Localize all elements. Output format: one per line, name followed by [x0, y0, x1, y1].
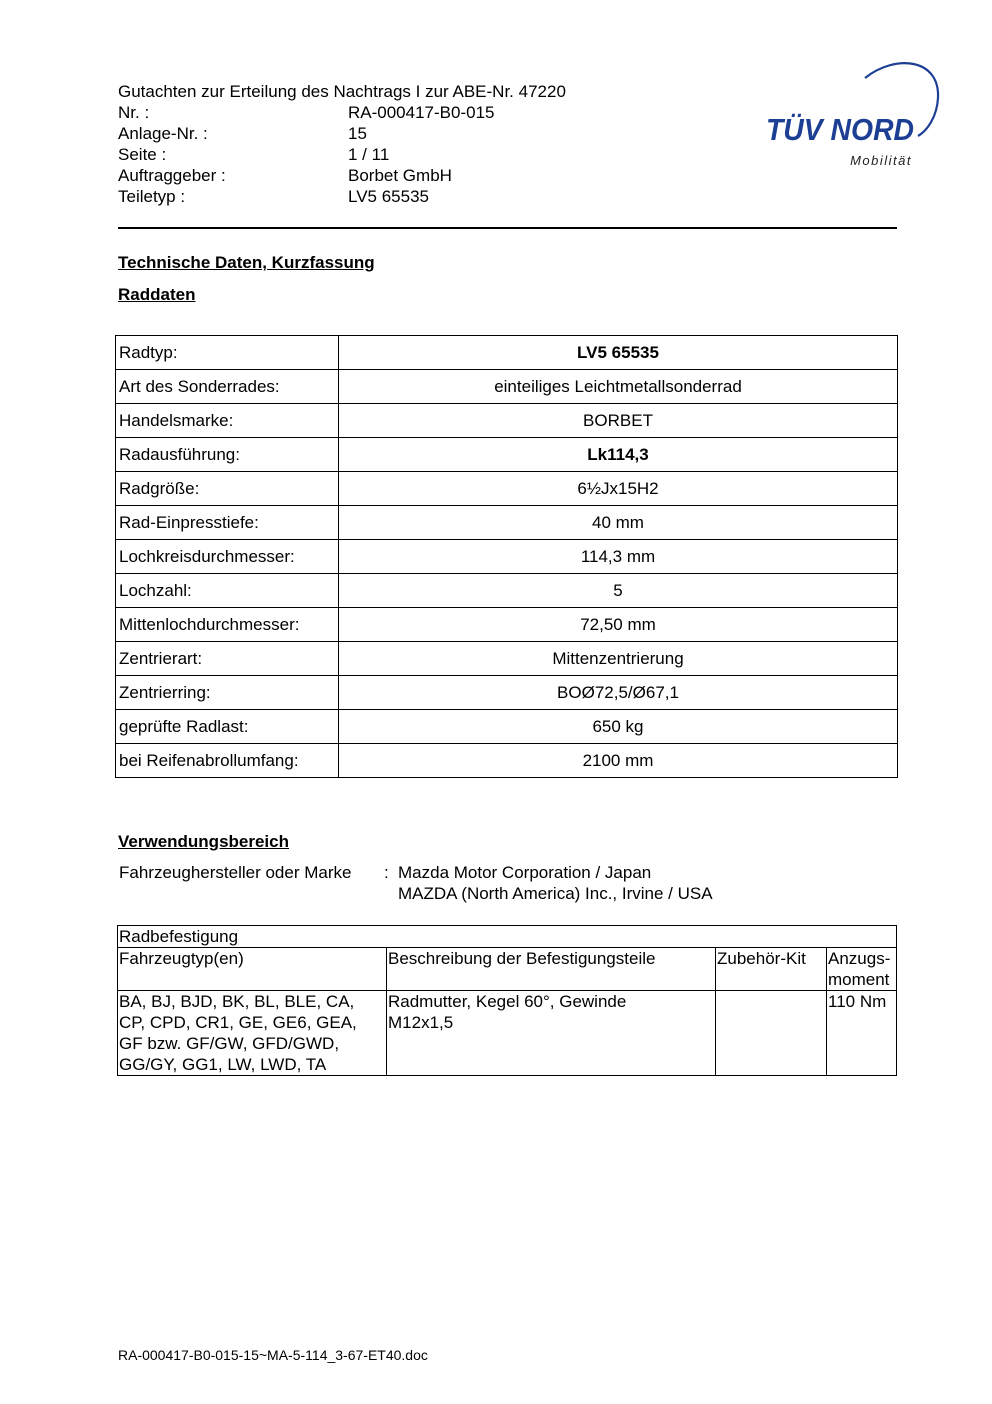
tuv-nord-logo: [760, 58, 940, 173]
raddaten-value: Mittenzentrierung: [339, 642, 898, 676]
cell-beschreibung: [387, 991, 716, 1076]
cell-anzugsmoment: 110 Nm: [827, 991, 897, 1076]
table-title-cell: Radbefestigung: [118, 926, 897, 948]
manufacturer-colon: :: [384, 863, 389, 882]
raddaten-value: LV5 65535: [339, 336, 898, 370]
table-row: [116, 642, 898, 676]
raddaten-value: BORBET: [339, 404, 898, 438]
header-label: Seite :: [118, 145, 167, 164]
table-title-row: [118, 926, 897, 948]
raddaten-value: einteiliges Leichtmetallsonderrad: [339, 370, 898, 404]
raddaten-value: 114,3 mm: [339, 540, 898, 574]
manufacturer-value: Mazda Motor Corporation / Japan: [398, 863, 652, 882]
header-value: 15: [348, 124, 367, 143]
header-label: Anlage-Nr. :: [118, 124, 208, 143]
raddaten-label: Lochzahl:: [116, 574, 339, 608]
table-row: [116, 676, 898, 710]
section-heading-technische-daten: Technische Daten, Kurzfassung: [118, 253, 375, 272]
header-zubehoer-kit: Zubehör-Kit: [716, 948, 827, 991]
raddaten-value: 40 mm: [339, 506, 898, 540]
manufacturer-label: Fahrzeughersteller oder Marke: [119, 863, 352, 882]
raddaten-label: Lochkreisdurchmesser:: [116, 540, 339, 574]
raddaten-label: Radgröße:: [116, 472, 339, 506]
manufacturer-value: MAZDA (North America) Inc., Irvine / USA: [398, 884, 713, 903]
table-row: [116, 744, 898, 778]
raddaten-value: 650 kg: [339, 710, 898, 744]
cell-zubehoer-kit: [716, 991, 827, 1076]
radbefestigung-table: [117, 925, 897, 1076]
table-row: [116, 506, 898, 540]
table-header-row: [118, 948, 897, 991]
description-line: Radmutter, Kegel 60°, Gewinde: [388, 992, 627, 1011]
raddaten-label: Handelsmarke:: [116, 404, 339, 438]
header-row-auftraggeber: [118, 165, 452, 186]
vehicle-types-line: BA, BJ, BJD, BK, BL, BLE, CA,: [119, 992, 355, 1011]
document-title: Gutachten zur Erteilung des Nachtrags I zur ABE-Nr. 47220: [118, 82, 566, 101]
header-value: RA-000417-B0-015: [348, 103, 495, 122]
raddaten-value: BOØ72,5/Ø67,1: [339, 676, 898, 710]
table-row: [116, 438, 898, 472]
table-row: [116, 336, 898, 370]
table-row: [118, 991, 897, 1076]
description-line: M12x1,5: [388, 1013, 454, 1032]
header-anzugsmoment-line: Anzugs-: [828, 949, 891, 968]
raddaten-label: Art des Sonderrades:: [116, 370, 339, 404]
section-heading-raddaten: Raddaten: [118, 285, 196, 304]
header-divider: [118, 227, 897, 229]
header-row-seite: [118, 144, 389, 165]
raddaten-table: [115, 335, 898, 778]
manufacturer-row: [119, 862, 713, 904]
table-row: [116, 370, 898, 404]
raddaten-value: 5: [339, 574, 898, 608]
raddaten-label: Radtyp:: [116, 336, 339, 370]
header-value: LV5 65535: [348, 187, 429, 206]
header-row-nr: [118, 102, 494, 123]
table-row: [116, 574, 898, 608]
header-label: Teiletyp :: [118, 187, 186, 206]
header-value: Borbet GmbH: [348, 166, 452, 185]
vehicle-types-line: GG/GY, GG1, LW, LWD, TA: [119, 1055, 327, 1074]
raddaten-label: Radausführung:: [116, 438, 339, 472]
table-row: [116, 472, 898, 506]
table-row: [116, 710, 898, 744]
raddaten-value: 72,50 mm: [339, 608, 898, 642]
header-row-teiletyp: [118, 186, 429, 207]
vehicle-types-line: GF bzw. GF/GW, GFD/GWD,: [119, 1034, 340, 1053]
table-row: [116, 404, 898, 438]
raddaten-label: Zentrierart:: [116, 642, 339, 676]
raddaten-label: Zentrierring:: [116, 676, 339, 710]
table-row: [116, 540, 898, 574]
header-label: Nr. :: [118, 103, 150, 122]
manufacturer-values: [398, 862, 713, 904]
table-row: [116, 608, 898, 642]
raddaten-value: Lk114,3: [339, 438, 898, 472]
logo-sub: Mobilität: [850, 153, 912, 168]
header-value: 1 / 11: [348, 145, 390, 164]
logo-brand: TÜV NORD: [766, 112, 914, 147]
raddaten-label: Rad-Einpresstiefe:: [116, 506, 339, 540]
header-fahrzeugtyp: Fahrzeugtyp(en): [118, 948, 387, 991]
header-beschreibung: Beschreibung der Befestigungsteile: [387, 948, 716, 991]
header-anzugsmoment-line: moment: [828, 970, 890, 989]
section-heading-verwendungsbereich: Verwendungsbereich: [118, 832, 289, 851]
raddaten-label: Mittenlochdurchmesser:: [116, 608, 339, 642]
footer-filename: RA-000417-B0-015-15~MA-5-114_3-67-ET40.doc: [118, 1347, 428, 1363]
raddaten-value: 6½Jx15H2: [339, 472, 898, 506]
header-anzugsmoment: [827, 948, 897, 991]
header-label: Auftraggeber :: [118, 166, 226, 185]
raddaten-label: bei Reifenabrollumfang:: [116, 744, 339, 778]
raddaten-value: 2100 mm: [339, 744, 898, 778]
raddaten-label: geprüfte Radlast:: [116, 710, 339, 744]
vehicle-types-line: CP, CPD, CR1, GE, GE6, GEA,: [119, 1013, 357, 1032]
header-row-anlage: [118, 123, 367, 144]
cell-fahrzeugtypen: [118, 991, 387, 1076]
